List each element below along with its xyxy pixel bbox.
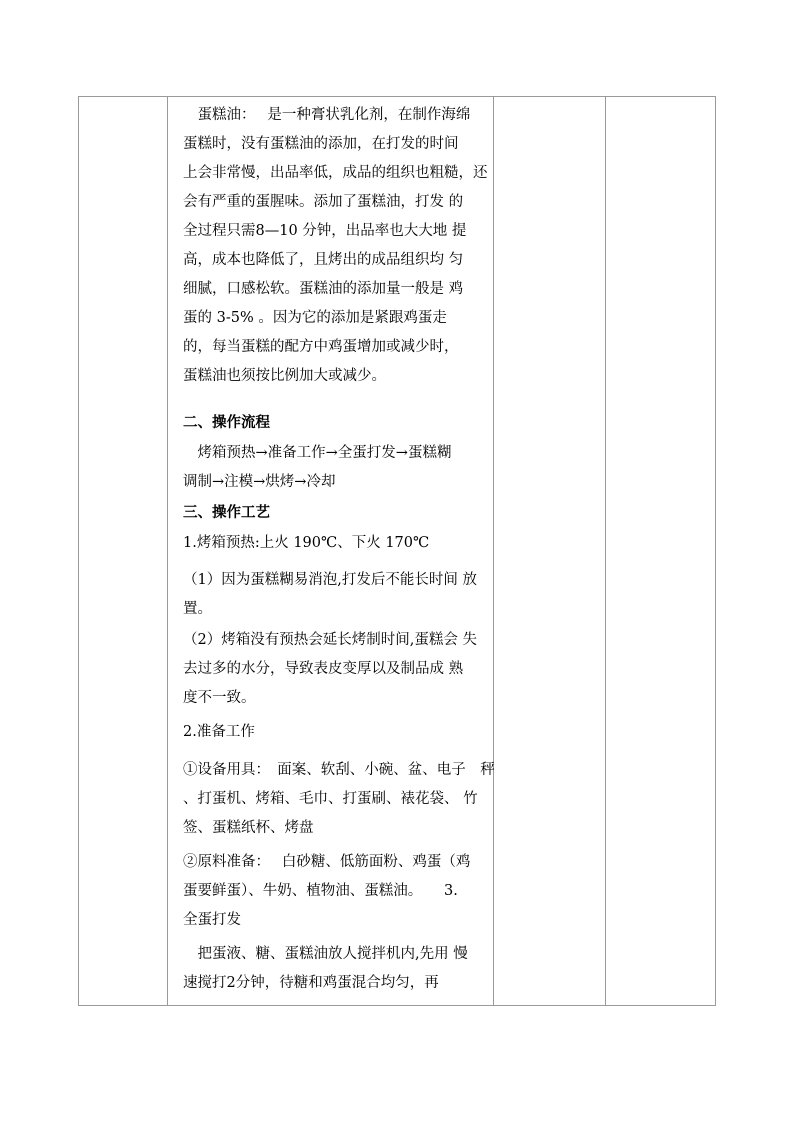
text-line: 蛋要鲜蛋）、牛奶、植物油、蛋糕油。 3.: [183, 883, 458, 899]
text-line: 蛋糕时，没有蛋糕油的添加，在打发的时间: [183, 136, 459, 152]
text-line: 全过程只需8—10 分钟，出品率也大大地 提: [183, 223, 467, 239]
text-line: 全蛋打发: [183, 912, 241, 928]
column-divider-3: [605, 97, 606, 1005]
text-line: 置。: [183, 601, 212, 617]
text-line: 蛋的 3-5% 。因为它的添加是紧跟鸡蛋走: [183, 310, 447, 326]
para-9: [183, 848, 470, 935]
para-4: [183, 529, 429, 558]
text-line: 1.烤箱预热:上火 190℃、下火 170℃: [183, 535, 430, 551]
document-table: [78, 96, 716, 1006]
para-0: [183, 101, 488, 391]
text-line: （1）因为蛋糕糊易消泡,打发后不能长时间 放: [183, 572, 477, 588]
text-line: 二、操作流程: [183, 415, 270, 431]
column-divider-1: [167, 97, 168, 1005]
text-line: 高，成本也降低了，且烤出的成品组织均 匀: [183, 252, 464, 268]
text-line: 蛋糕油： 是一种膏状乳化剂，在制作海绵: [183, 107, 471, 123]
text-line: 调制→注模→烘烤→冷却: [183, 474, 336, 490]
para-5: [183, 566, 477, 624]
text-line: 蛋糕油也须按比例加大或减少。: [183, 368, 386, 384]
text-line: 上会非常慢，出品率低，成品的组织也粗糙，还: [183, 165, 488, 181]
text-line: 速搅打2分钟，待糖和鸡蛋混合均匀，再: [183, 975, 439, 991]
text-line: 2.准备工作: [183, 724, 255, 740]
para-8: [183, 756, 495, 843]
text-line: 的，每当蛋糕的配方中鸡蛋增加或减少时，: [183, 339, 459, 355]
para-10: [183, 940, 468, 998]
text-line: 烤箱预热→准备工作→全蛋打发→蛋糕糊: [183, 445, 452, 461]
section-heading-1: [183, 409, 270, 438]
text-line: ②原料准备： 白砂糖、低筋面粉、鸡蛋（鸡: [183, 854, 471, 870]
text-line: （2）烤箱没有预热会延长烤制时间,蛋糕会 失: [183, 632, 477, 648]
section-heading-2: [183, 499, 270, 528]
text-line: 签、蛋糕纸杯、烤盘: [183, 820, 314, 836]
text-line: 去过多的水分，导致表皮变厚以及制品成 熟: [183, 661, 464, 677]
text-line: 细腻，口感松软。蛋糕油的添加量一般是 鸡: [183, 281, 464, 297]
para-6: [183, 626, 477, 713]
text-line: 三、操作工艺: [183, 505, 270, 521]
text-line: 、打蛋机、烤箱、毛巾、打蛋刷、裱花袋、 竹: [183, 791, 478, 807]
column-divider-2: [493, 97, 494, 1005]
text-line: 把蛋液、糖、蛋糕油放人搅拌机内,先用 慢: [183, 946, 468, 962]
text-line: ①设备用具： 面案、软刮、小碗、盆、电子 秤: [183, 762, 495, 778]
para-7: [183, 718, 255, 747]
text-line: 会有严重的蛋腥味。添加了蛋糕油，打发 的: [183, 194, 464, 210]
para-2: [183, 439, 451, 497]
text-line: 度不一致。: [183, 690, 256, 706]
